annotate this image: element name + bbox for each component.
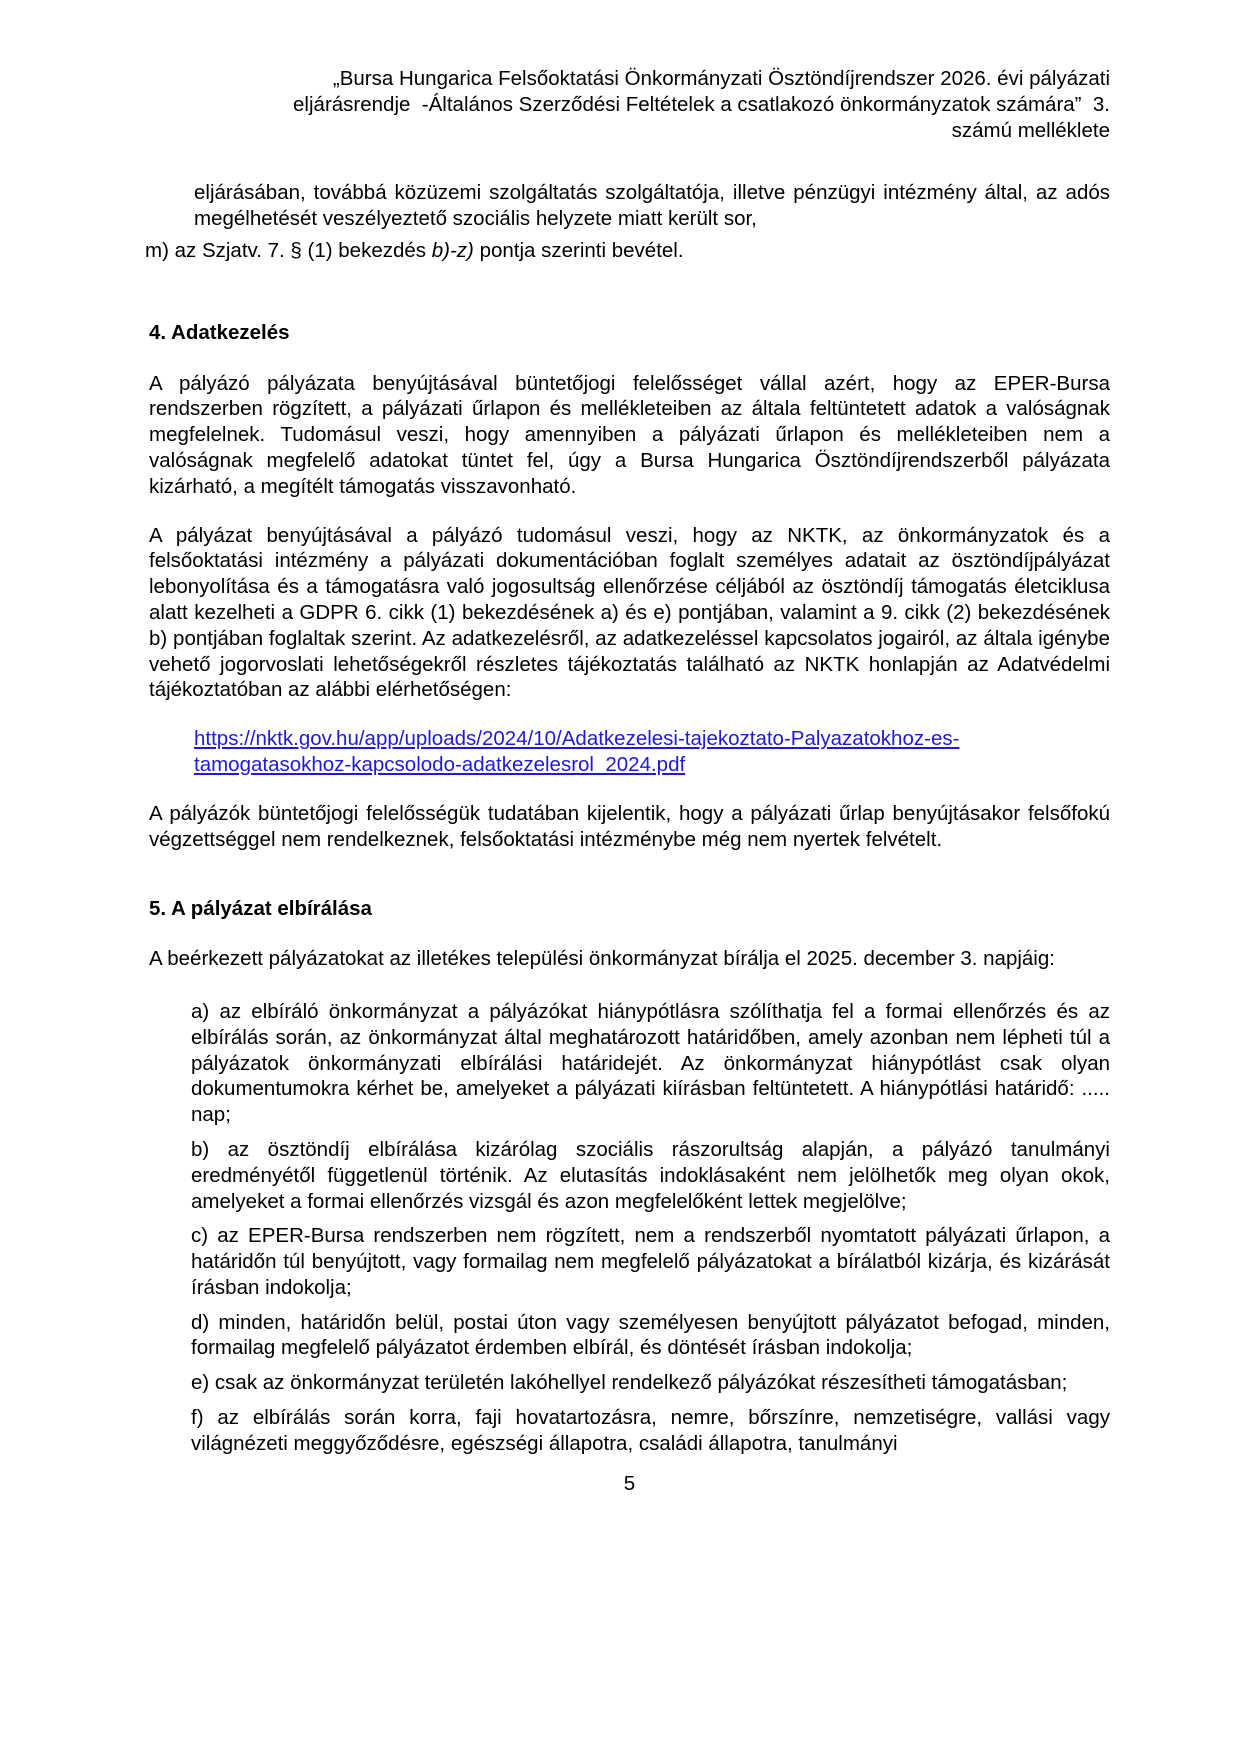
- item-m-italic-reference: b)-z): [431, 238, 474, 262]
- document-body: [145, 180, 1110, 1496]
- item-m-text: m) az Szjatv. 7. § (1) bekezdés: [145, 238, 432, 262]
- list-item-a: a) az elbíráló önkormányzat a pályázókat hiánypótlásra szólíthatja fel a formai ellenőrzés és az elbírálás során, az önkormányzat által meghatározott határidőben, amely azonban nem lépheti túl a pályázatok önkormányzati elbírálási határidejét. Az önkormányzat hiánypótlást csak olyan dokumentumokra kérhet be, amelyeket a pályázati kiírásban feltüntetett. A hiánypótlási határidő: ..... nap;: [191, 999, 1110, 1127]
- section-5-lead-paragraph: A beérkezett pályázatokat az illetékes települési önkormányzat bírálja el 2025. december 3. napjáig:: [149, 947, 1055, 971]
- item-m-text-end: pontja szerinti bevétel.: [473, 238, 684, 262]
- header-line-1: „Bursa Hungarica Felsőoktatási Önkormányzati Ösztöndíjrendszer 2026. évi pályázati: [332, 67, 1110, 90]
- list-item-d: d) minden, határidőn belül, postai úton vagy személyesen benyújtott pályázatot befogad, minden, formailag megfelelő pályázatot érdemben elbírál, és döntését írásban indokolja;: [191, 1310, 1110, 1360]
- section-4-paragraph-2: A pályázat benyújtásával a pályázó tudomásul veszi, hogy az NKTK, az önkormányzatok és a felsőoktatási intézmény a pályázati dokumentációban foglalt személyes adatait az ösztöndíjpályázat lebonyolítása és a támogatásra való jogosultság ellenőrzése céljából az ösztöndíj támogatás életciklusa alatt kezelheti a GDPR 6. cikk (1) bekezdésének a) és e) pontjában, valamint a 9. cikk (2) bekezdésének b) pontjában foglaltak szerint. Az adatkezelésről, az adatkezeléssel kapcsolatos jogairól, az általa igénybe vehető jogorvoslati lehetőségekről részletes tájékoztatás található az NKTK honlapján az Adatvédelmi tájékoztatóban az alábbi elérhetőségen:: [149, 523, 1110, 702]
- list-item-b: b) az ösztöndíj elbírálása kizárólag szociális rászorultság alapján, a pályázó tanulmányi eredményétől függetlenül történik. Az elutasítás indoklásaként nem jelölhetők meg olyan okok, amelyeket a formai ellenőrzés vizsgál és azon megfelelőként lettek megjelölve;: [191, 1137, 1110, 1213]
- header-line-3: számú melléklete: [951, 118, 1110, 142]
- section-4-heading: 4. Adatkezelés: [149, 320, 290, 344]
- criteria-list: [149, 999, 1110, 1457]
- document-header: [149, 66, 1110, 143]
- list-item-c: c) az EPER-Bursa rendszerben nem rögzített, nem a rendszerből nyomtatott pályázati űrlapon, a határidőn túl benyújtott, vagy formailag nem megfelelő pályázatokat a bírálatból kizárja, és kizárását írásban indokolja;: [191, 1224, 1110, 1299]
- header-line-2: eljárásrendje -Általános Szerződési Feltételek a csatlakozó önkormányzatok számára” 3.: [293, 92, 1110, 116]
- privacy-link-paragraph: [194, 726, 1110, 778]
- page-number: 5: [623, 1471, 636, 1495]
- section-5-heading: 5. A pályázat elbírálása: [149, 897, 372, 921]
- privacy-policy-link[interactable]: https://nktk.gov.hu/app/uploads/2024/10/Adatkezelesi-tajekoztato-Palyazatokhoz-es-tamogatasokhoz-kapcsolodo-adatkezelesrol_2024.pdf: [194, 727, 960, 776]
- page-footer: [149, 1471, 1110, 1497]
- section-4-paragraph-1: A pályázó pályázata benyújtásával büntetőjogi felelősséget vállal azért, hogy az EPER-Bursa rendszerben rögzített, a pályázati űrlapon és mellékleteiben az általa feltüntetett adatok a valóságnak megfelelnek. Tudomásul veszi, hogy amennyiben a pályázati űrlapon és mellékleteiben nem a valóságnak megfelelő adatokat tüntet fel, úgy a Bursa Hungarica Ösztöndíjrendszerből pályázata kizárható, a megítélt támogatás visszavonható.: [149, 371, 1110, 498]
- list-item-e: e) csak az önkormányzat területén lakóhellyel rendelkező pályázókat részesítheti támogatásban;: [191, 1371, 1068, 1395]
- list-item-f: f) az elbírálás során korra, faji hovatartozásra, nemre, bőrszínre, nemzetiségre, vallási vagy világnézeti meggyőződésre, egészségi állapotra, családi állapotra, tanulmányi: [191, 1406, 1110, 1455]
- carryover-paragraph: eljárásában, továbbá közüzemi szolgáltatás szolgáltatója, illetve pénzügyi intézmény által, az adós megélhetését veszélyeztető szociális helyzete miatt került sor,: [194, 181, 1110, 231]
- section-4-closing-paragraph: A pályázók büntetőjogi felelősségük tudatában kijelentik, hogy a pályázati űrlap benyújtásakor felsőfokú végzettséggel nem rendelkeznek, felsőoktatási intézménybe még nem nyertek felvételt.: [149, 801, 1110, 851]
- list-item-m: [145, 238, 1110, 264]
